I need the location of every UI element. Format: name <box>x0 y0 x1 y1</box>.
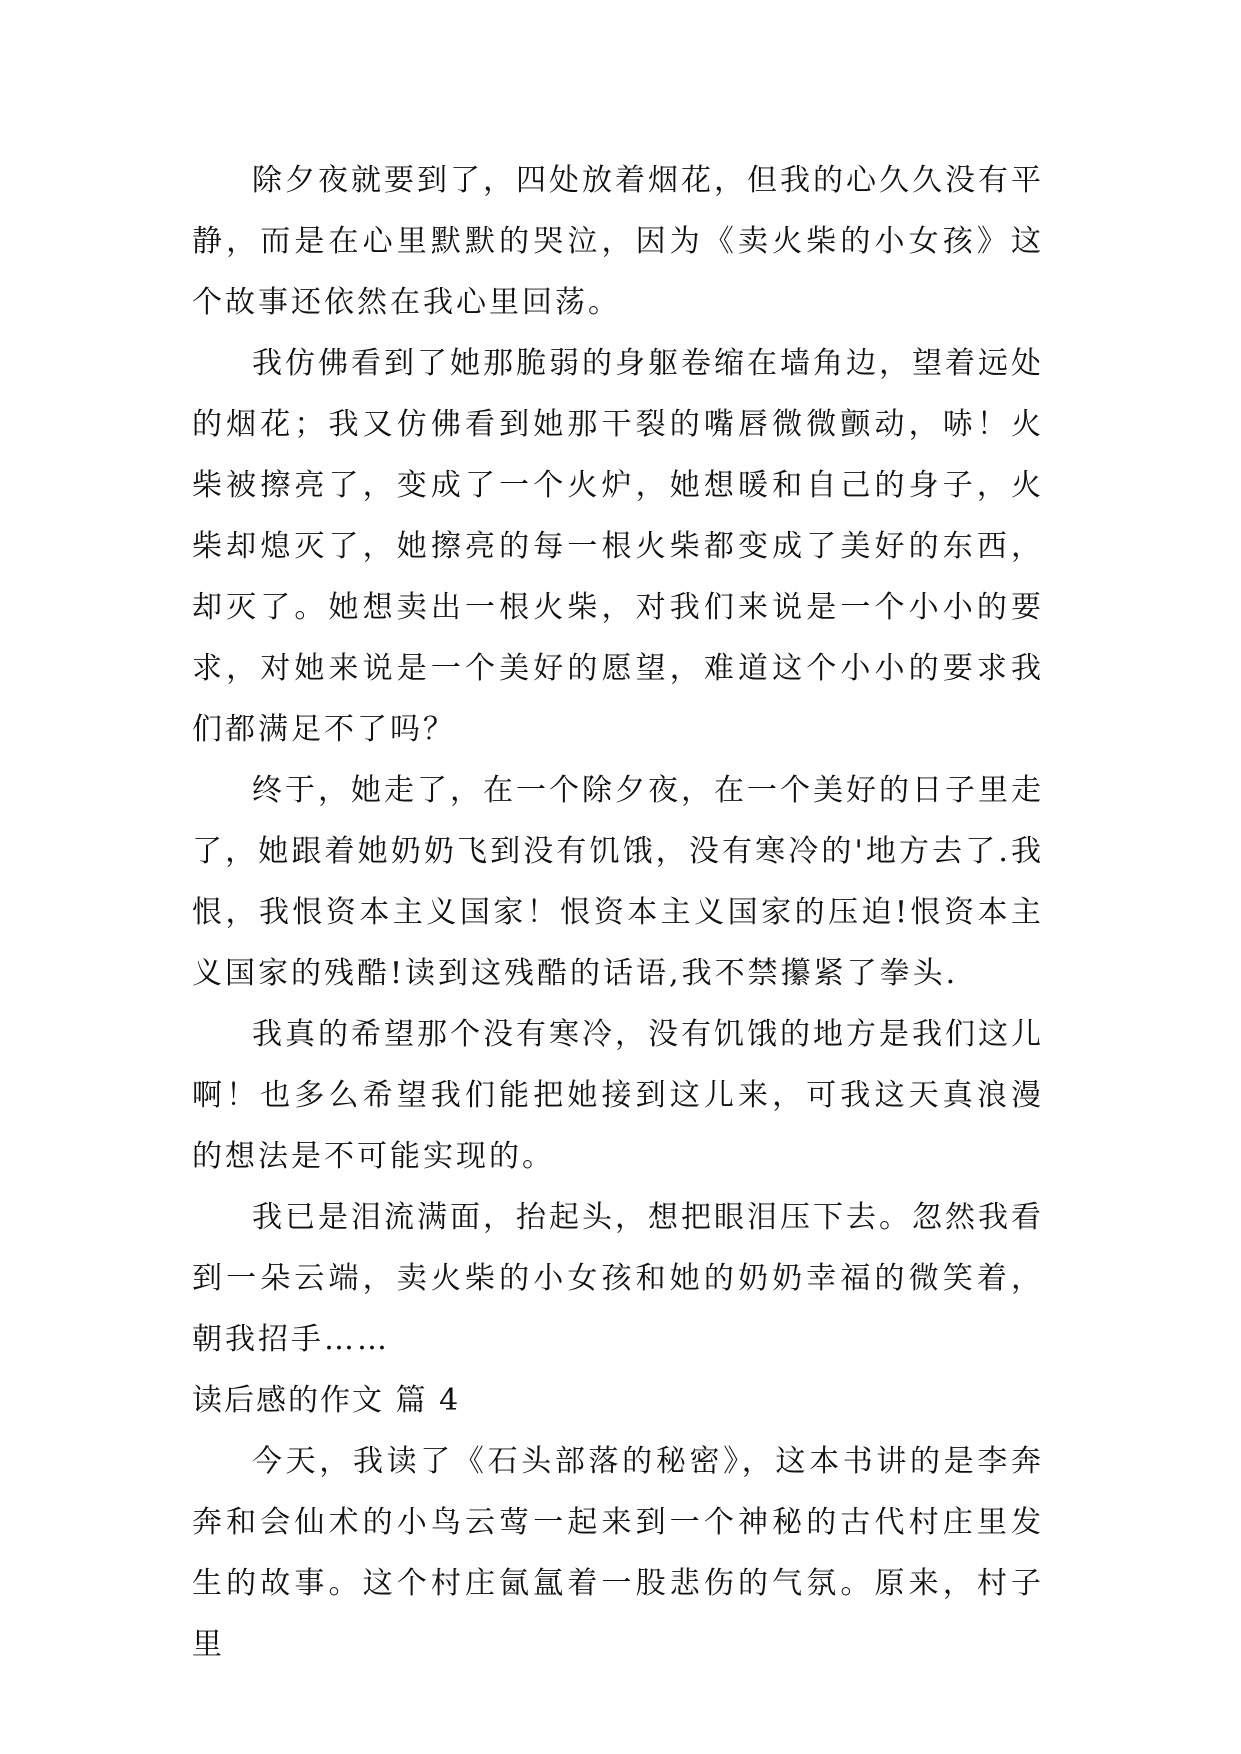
paragraph: 我仿佛看到了她那脆弱的身躯卷缩在墙角边，望着远处的烟花；我又仿佛看到她那干裂的嘴唇微微颤动，哧！火柴被擦亮了，变成了一个火炉，她想暖和自己的身子，火柴却熄灭了，她擦亮的每一根火柴都变成了美好的东西，却灭了。她想卖出一根火柴，对我们来说是一个小小的要求，对她来说是一个美好的愿望，难道这个小小的要求我们都满足不了吗？ <box>192 346 1044 747</box>
paragraph: 除夕夜就要到了，四处放着烟花，但我的心久久没有平静，而是在心里默默的哭泣，因为《卖火柴的小女孩》这个故事还依然在我心里回荡。 <box>192 163 1044 320</box>
paragraph: 终于，她走了，在一个除夕夜，在一个美好的日子里走了，她跟着她奶奶飞到没有饥饿，没有寒冷的'地方去了.我恨，我恨资本主义国家！恨资本主义国家的压迫!恨资本主义国家的残酷!读到这残酷的话语,我不禁攥紧了拳头. <box>192 773 1044 991</box>
paragraph: 今天，我读了《石头部落的秘密》，这本书讲的是李奔奔和会仙术的小鸟云莺一起来到一个神秘的古代村庄里发生的故事。这个村庄氤氲着一股悲伤的气氛。原来，村子里 <box>192 1444 1044 1662</box>
section-heading: 读后感的作文 篇 4 <box>192 1383 461 1418</box>
document-body <box>192 150 1044 1675</box>
paragraph: 我已是泪流满面，抬起头，想把眼泪压下去。忽然我看到一朵云端，卖火柴的小女孩和她的奶奶幸福的微笑着，朝我招手…… <box>192 1200 1044 1357</box>
paragraph: 我真的希望那个没有寒冷，没有饥饿的地方是我们这儿啊！也多么希望我们能把她接到这儿来，可我这天真浪漫的想法是不可能实现的。 <box>192 1017 1044 1174</box>
